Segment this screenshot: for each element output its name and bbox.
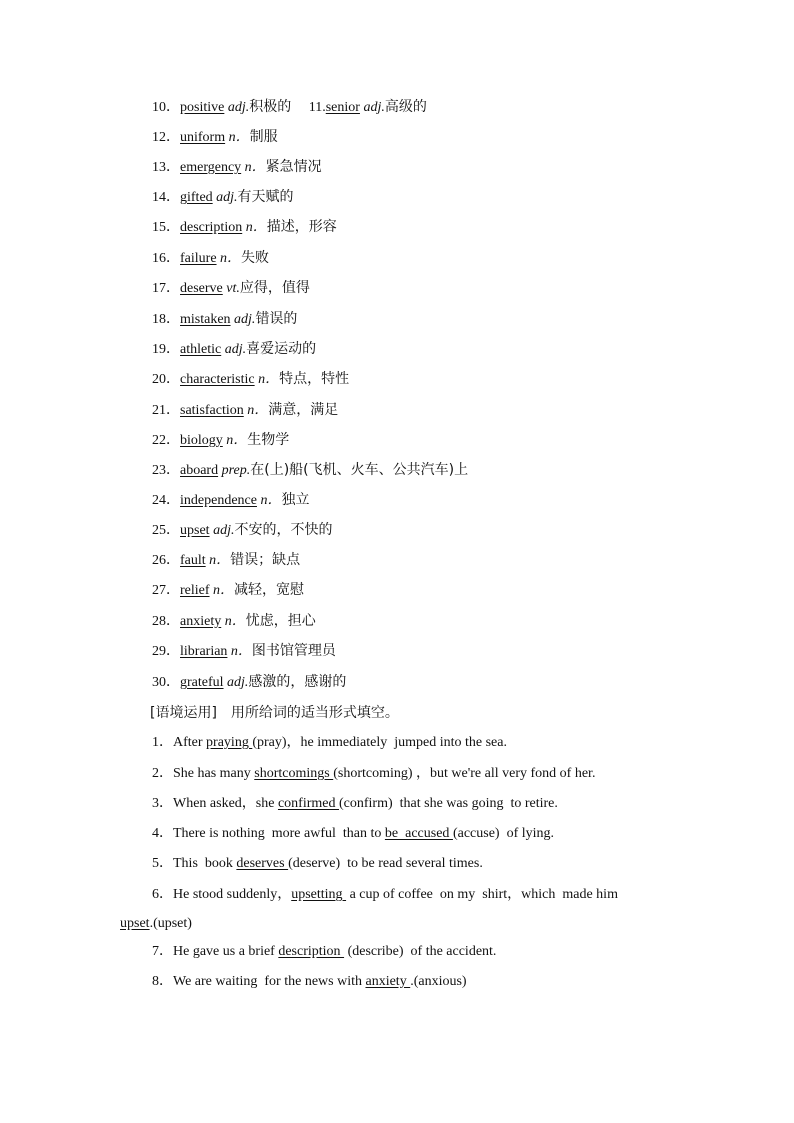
item-number: 20． — [152, 372, 180, 387]
vocab-item — [152, 611, 316, 631]
part-of-speech: n． — [220, 251, 242, 266]
exercise-text: He stood suddenly， — [173, 887, 292, 902]
answer-blank: upset — [120, 916, 150, 931]
item-number: 12． — [152, 130, 180, 145]
answer-blank: confirmed — [277, 796, 339, 811]
exercise-text: a cup of coffee on my shirt，which made him — [346, 887, 618, 902]
chinese-meaning: 图书馆管理员 — [251, 643, 336, 659]
answer-blank: be accused — [384, 826, 453, 841]
item-number: 13． — [152, 160, 180, 175]
part-of-speech: adj. — [216, 190, 238, 205]
exercise-text: (confirm) that she was going to retire. — [339, 796, 558, 811]
vocab-item — [152, 309, 297, 329]
part-of-speech: n． — [258, 372, 280, 387]
part-of-speech: n． — [213, 583, 235, 598]
vocab-item — [152, 672, 346, 692]
item-number: 23． — [152, 463, 180, 478]
chinese-meaning: 忧虑，担心 — [245, 613, 316, 629]
chinese-meaning: 在(上)船(飞机、火车、公共汽车)上 — [250, 462, 469, 478]
item-number: 24． — [152, 493, 180, 508]
vocab-word: emergency — [180, 160, 242, 175]
exercise-text: (describe) of the accident. — [344, 944, 497, 959]
exercise-text: She has many — [173, 766, 255, 781]
exercise-item — [152, 733, 507, 753]
exercise-text: There is nothing more awful than to — [173, 826, 385, 841]
chinese-meaning: 生物学 — [247, 432, 290, 448]
vocab-item — [152, 400, 338, 420]
answer-blank: shortcomings — [254, 766, 334, 781]
item-number: 17． — [152, 281, 180, 296]
vocab-word: fault — [180, 553, 206, 568]
vocab-item — [152, 580, 304, 600]
vocab-item — [152, 127, 278, 147]
exercise-item — [152, 824, 554, 844]
vocab-item — [152, 490, 309, 510]
item-number: 3． — [152, 796, 173, 811]
vocab-word: librarian — [180, 644, 228, 659]
item-number: 19． — [152, 342, 180, 357]
answer-blank: anxiety — [365, 974, 411, 989]
vocab-item — [152, 157, 322, 177]
chinese-meaning: 独立 — [281, 492, 310, 508]
item-number: 29． — [152, 644, 180, 659]
vocab-word: upset — [180, 523, 210, 538]
section-heading: [语境运用] 用所给词的适当形式填空。 — [150, 705, 399, 721]
vocab-word: characteristic — [180, 372, 255, 387]
item-number: 25． — [152, 523, 180, 538]
item-number: 26． — [152, 553, 180, 568]
answer-blank: upsetting — [291, 887, 347, 902]
vocab-item — [152, 248, 269, 268]
exercise-text: After — [173, 735, 207, 750]
exercise-text: (shortcoming) ，but we're all very fond of her. — [333, 766, 596, 781]
vocab-word: senior — [325, 100, 360, 115]
item-number: 7． — [152, 944, 173, 959]
exercise-text: .(upset) — [149, 916, 192, 931]
vocab-item — [152, 641, 336, 661]
exercise-text: (accuse) of lying. — [452, 826, 555, 841]
part-of-speech: prep. — [221, 463, 251, 478]
item-number: 8． — [152, 974, 173, 989]
part-of-speech: n． — [226, 433, 248, 448]
vocab-word: satisfaction — [180, 403, 244, 418]
vocab-word: failure — [180, 251, 217, 266]
chinese-meaning: 不安的，不快的 — [234, 522, 333, 538]
vocab-item — [152, 430, 289, 450]
part-of-speech: n． — [228, 130, 250, 145]
part-of-speech: adj. — [224, 342, 247, 357]
part-of-speech: adj. — [227, 675, 249, 690]
item-number: 30． — [152, 675, 180, 690]
chinese-meaning: 特点，特性 — [279, 371, 350, 387]
part-of-speech: n． — [247, 403, 269, 418]
vocab-word: athletic — [180, 342, 222, 357]
item-number: 15． — [152, 220, 180, 235]
vocab-item — [152, 550, 300, 570]
vocab-word: mistaken — [180, 312, 231, 327]
chinese-meaning: 失败 — [241, 250, 270, 266]
chinese-meaning: 满意，满足 — [268, 402, 339, 418]
item-number: 10． — [152, 100, 180, 115]
answer-blank: praying — [206, 735, 253, 750]
exercise-text: He gave us a brief — [173, 944, 279, 959]
part-of-speech: n． — [244, 160, 266, 175]
item-number: 14． — [152, 190, 180, 205]
item-number: 5． — [152, 856, 173, 871]
part-of-speech: n． — [260, 493, 282, 508]
vocab-word: biology — [180, 433, 223, 448]
item-number: 21． — [152, 403, 180, 418]
chinese-meaning: 感激的，感谢的 — [248, 674, 347, 690]
answer-blank: description — [278, 944, 345, 959]
vocab-word: grateful — [180, 675, 224, 690]
part-of-speech: adj. — [234, 312, 256, 327]
part-of-speech: adj. — [227, 100, 250, 115]
vocab-item — [152, 339, 316, 359]
vocab-word: gifted — [180, 190, 213, 205]
part-of-speech: adj. — [363, 100, 385, 115]
chinese-meaning: 错误；缺点 — [230, 552, 301, 568]
item-number: 2． — [152, 766, 173, 781]
part-of-speech: adj. — [213, 523, 235, 538]
exercise-text: (pray)，he immediately jumped into the sea. — [252, 735, 507, 750]
chinese-meaning: 喜爱运动的 — [246, 341, 317, 357]
vocab-item — [152, 97, 427, 117]
part-of-speech: n． — [209, 553, 231, 568]
item-number: 6． — [152, 887, 173, 902]
vocab-item — [152, 520, 332, 540]
vocab-word: deserve — [180, 281, 223, 296]
exercise-item — [120, 914, 192, 934]
chinese-meaning: 有天赋的 — [237, 189, 294, 205]
vocab-word: description — [180, 220, 243, 235]
vocab-word: uniform — [180, 130, 226, 145]
exercise-item — [152, 942, 496, 962]
vocab-item — [152, 278, 310, 298]
item-number: 18． — [152, 312, 180, 327]
chinese-meaning: 应得，值得 — [239, 280, 310, 296]
vocab-item — [152, 460, 468, 480]
exercise-text: When asked，she — [173, 796, 278, 811]
item-number: 4． — [152, 826, 173, 841]
chinese-meaning: 制服 — [249, 129, 278, 145]
item-number: 27． — [152, 583, 180, 598]
exercise-item — [152, 885, 618, 905]
part-of-speech: n． — [230, 644, 252, 659]
item-number: 22． — [152, 433, 180, 448]
vocab-item — [152, 217, 337, 237]
item-number: 16． — [152, 251, 180, 266]
part-of-speech: n． — [245, 220, 267, 235]
exercise-item — [152, 794, 558, 814]
exercise-item — [152, 972, 467, 992]
item-number: 28． — [152, 614, 180, 629]
chinese-meaning: 错误的 — [255, 311, 298, 327]
vocab-item — [152, 369, 349, 389]
chinese-meaning: 描述，形容 — [266, 219, 337, 235]
exercise-text: We are waiting for the news with — [173, 974, 366, 989]
exercise-text: (deserve) to be read several times. — [288, 856, 483, 871]
part-of-speech: vt. — [226, 281, 240, 296]
exercise-item — [152, 764, 595, 784]
vocab-word: anxiety — [180, 614, 222, 629]
item-number: 1． — [152, 735, 173, 750]
chinese-meaning: 紧急情况 — [265, 159, 322, 175]
item-number: 11. — [308, 100, 326, 115]
vocab-item — [152, 187, 294, 207]
chinese-meaning: 高级的 — [384, 99, 427, 115]
exercise-text: .(anxious) — [410, 974, 467, 989]
exercise-item — [152, 854, 483, 874]
part-of-speech: n． — [224, 614, 246, 629]
answer-blank: deserves — [236, 856, 289, 871]
vocab-word: relief — [180, 583, 210, 598]
chinese-meaning: 减轻，宽慰 — [234, 582, 305, 598]
vocab-word: positive — [180, 100, 225, 115]
vocab-word: independence — [180, 493, 257, 508]
exercise-text: This book — [173, 856, 237, 871]
vocab-word: aboard — [180, 463, 219, 478]
chinese-meaning: 积极的 — [249, 99, 292, 115]
